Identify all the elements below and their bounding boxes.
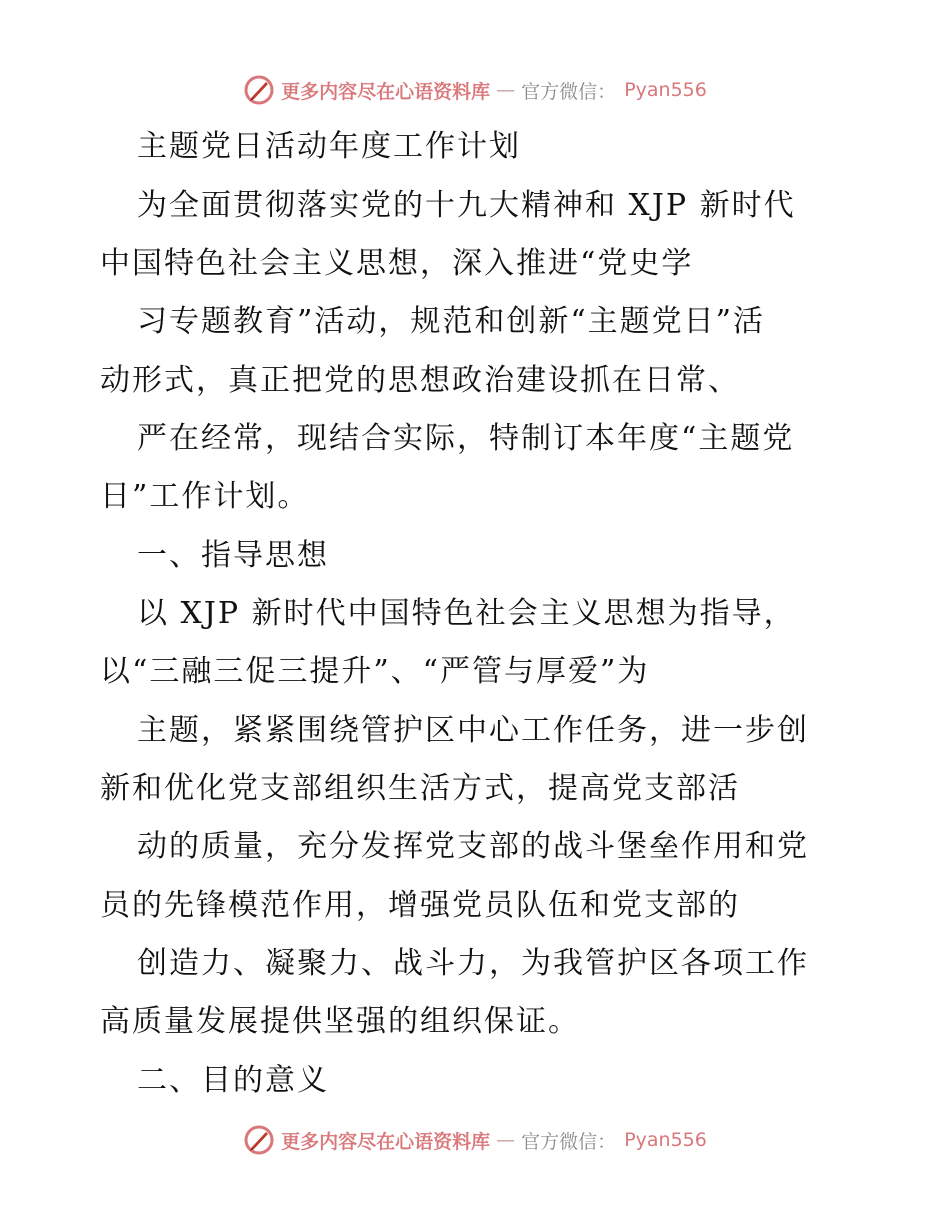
footer-banner-content [243, 1124, 707, 1156]
banner-wechat-id: Pyan556 [624, 79, 707, 101]
text-line: 动形式，真正把党的思想政治建设抓在日常、 [100, 363, 740, 398]
text-line: 以“三融三促三提升”、“严管与厚爱”为 [100, 654, 650, 689]
document-title: 主题党日活动年度工作计划 [137, 129, 521, 164]
banner-wechat-id: Pyan556 [624, 1129, 707, 1151]
text-line: 以 XJP 新时代中国特色社会主义思想为指导， [137, 596, 796, 631]
quill-logo-icon [243, 1124, 275, 1156]
banner-dash: — [496, 79, 516, 101]
quill-logo-icon [243, 74, 275, 106]
section-heading: 一、指导思想 [137, 538, 329, 573]
text-line: 中国特色社会主义思想，深入推进“党史学 [100, 246, 694, 281]
text-line: 为全面贯彻落实党的十九大精神和 XJP 新时代 [137, 188, 796, 223]
text-line: 员的先锋模范作用，增强党员队伍和党支部的 [100, 888, 740, 923]
text-line: 习专题教育”活动，规范和创新“主题党日”活 [137, 304, 766, 339]
header-banner-content [243, 74, 707, 106]
text-line: 主题，紧紧围绕管护区中心工作任务，进一步创 [137, 713, 809, 748]
banner-dash: — [496, 1129, 516, 1151]
section-heading: 二、目的意义 [137, 1063, 329, 1098]
text-line: 动的质量，充分发挥党支部的战斗堡垒作用和党 [137, 829, 809, 864]
banner-wechat-label: 官方微信： [521, 1130, 617, 1153]
header-banner [0, 70, 950, 110]
text-line: 严在经常，现结合实际，特制订本年度“主题党 [137, 421, 795, 456]
text-line: 新和优化党支部组织生活方式，提高党支部活 [100, 771, 740, 806]
banner-wechat-label: 官方微信： [521, 80, 617, 103]
banner-main-text: 更多内容尽在心语资料库 [281, 1130, 491, 1153]
footer-banner [0, 1120, 950, 1160]
text-line: 日”工作计划。 [100, 479, 310, 514]
text-line: 创造力、凝聚力、战斗力，为我管护区各项工作 [137, 946, 809, 981]
banner-main-text: 更多内容尽在心语资料库 [281, 80, 491, 103]
text-line: 高质量发展提供坚强的组织保证。 [100, 1004, 580, 1039]
